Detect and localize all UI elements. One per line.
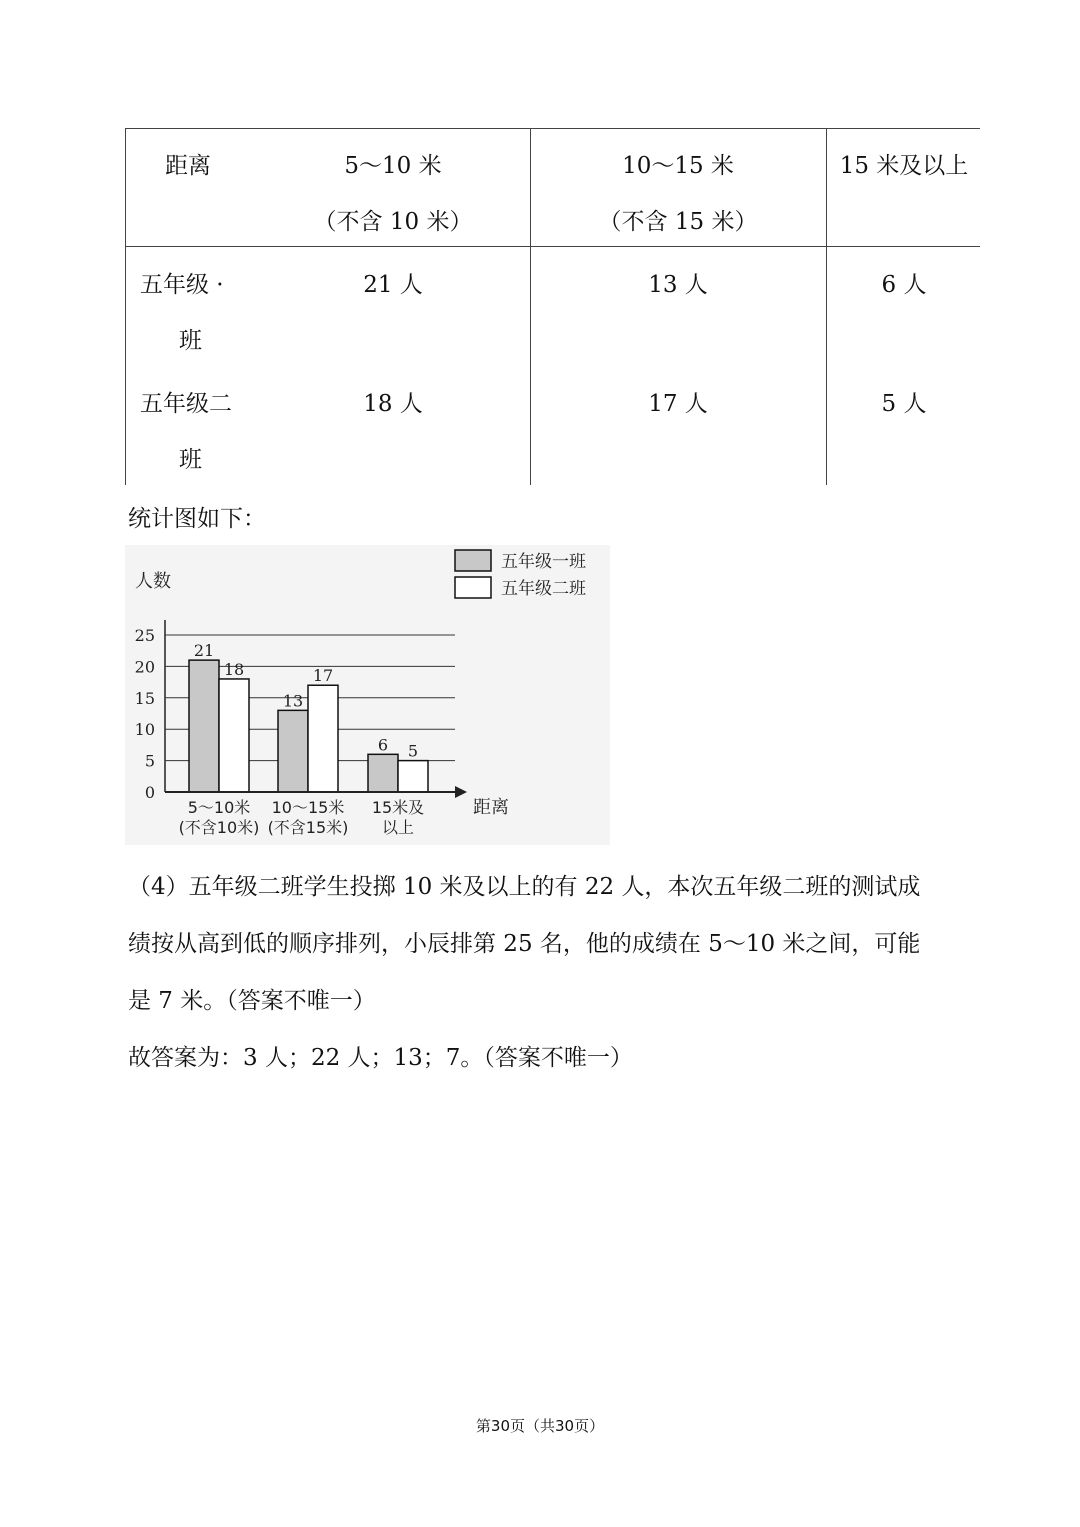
legend-swatch [455,577,491,598]
chart-intro-text: 统计图如下： [128,506,266,532]
header-distance: 距离 [165,153,211,179]
bar [398,761,428,792]
row-class2-label-line1: 五年级二 [140,391,232,417]
x-axis-label: 距离 [473,797,509,818]
legend-label: 五年级二班 [501,579,586,599]
row-class1-5-10: 21 人 [363,272,423,298]
y-tick-label: 5 [144,751,155,771]
bar-value-label: 18 [223,659,245,679]
header-10-15-line1: 10～15 米 [622,153,734,179]
bar [219,679,249,792]
row-class1-label-line2: 班 [179,328,202,354]
row-class2-15-above: 5 人 [881,391,927,417]
table-header-divider [125,246,980,247]
row-class2-label-line2: 班 [179,447,202,473]
row-class1-10-15: 13 人 [648,272,708,298]
table-divider-1 [530,128,531,485]
x-tick-label: (不含15米) [267,818,349,837]
x-tick-label: (不含10米) [178,818,260,837]
table-border-left [125,128,126,485]
bar [189,660,219,792]
x-tick-label: 以上 [381,818,415,837]
legend-swatch [455,550,491,571]
header-5-10-line1: 5～10 米 [344,153,442,179]
bar-value-label: 6 [377,735,389,755]
header-5-10-line2: （不含 10 米） [313,209,473,235]
row-class2-5-10: 18 人 [363,391,423,417]
table-divider-2 [826,128,827,485]
bar [278,710,308,792]
row-class1-15-above: 6 人 [881,272,927,298]
header-10-15-line2: （不含 15 米） [598,209,758,235]
bar-value-label: 17 [312,666,334,686]
bar-chart [125,545,610,845]
bar-value-label: 5 [407,741,419,761]
bar-value-label: 13 [282,691,304,711]
page-footer: 第30页（共30页） [475,1417,605,1435]
paragraph-4-line1: （4）五年级二班学生投掷 10 米及以上的有 22 人，本次五年级二班的测试成 [128,874,921,900]
y-tick-label: 0 [144,783,155,802]
bar [308,685,338,792]
y-tick-label: 20 [134,657,155,677]
bar [368,754,398,792]
paragraph-4-line3: 是 7 米。（答案不唯一） [128,988,376,1014]
distance-table [125,128,980,485]
y-tick-label: 15 [134,688,155,708]
y-tick-label: 10 [134,720,155,740]
legend-label: 五年级一班 [501,552,586,572]
x-tick-label: 10～15米 [271,798,345,817]
row-class2-10-15: 17 人 [648,391,708,417]
bar-value-label: 21 [193,641,215,661]
y-axis-label: 人数 [135,571,171,592]
chart-x-ticks [179,798,425,837]
x-tick-label: 5～10米 [187,798,251,817]
answer-summary: 故答案为：3 人；22 人；13；7。（答案不唯一） [128,1045,633,1071]
header-15-above: 15 米及以上 [839,153,969,179]
x-tick-label: 15米及 [371,798,425,817]
paragraph-4-line2: 绩按从高到低的顺序排列，小辰排第 25 名，他的成绩在 5～10 米之间，可能 [128,931,921,957]
y-tick-label: 25 [134,626,155,645]
table-border-top [125,128,980,129]
row-class1-label-line1: 五年级 · [140,272,224,298]
